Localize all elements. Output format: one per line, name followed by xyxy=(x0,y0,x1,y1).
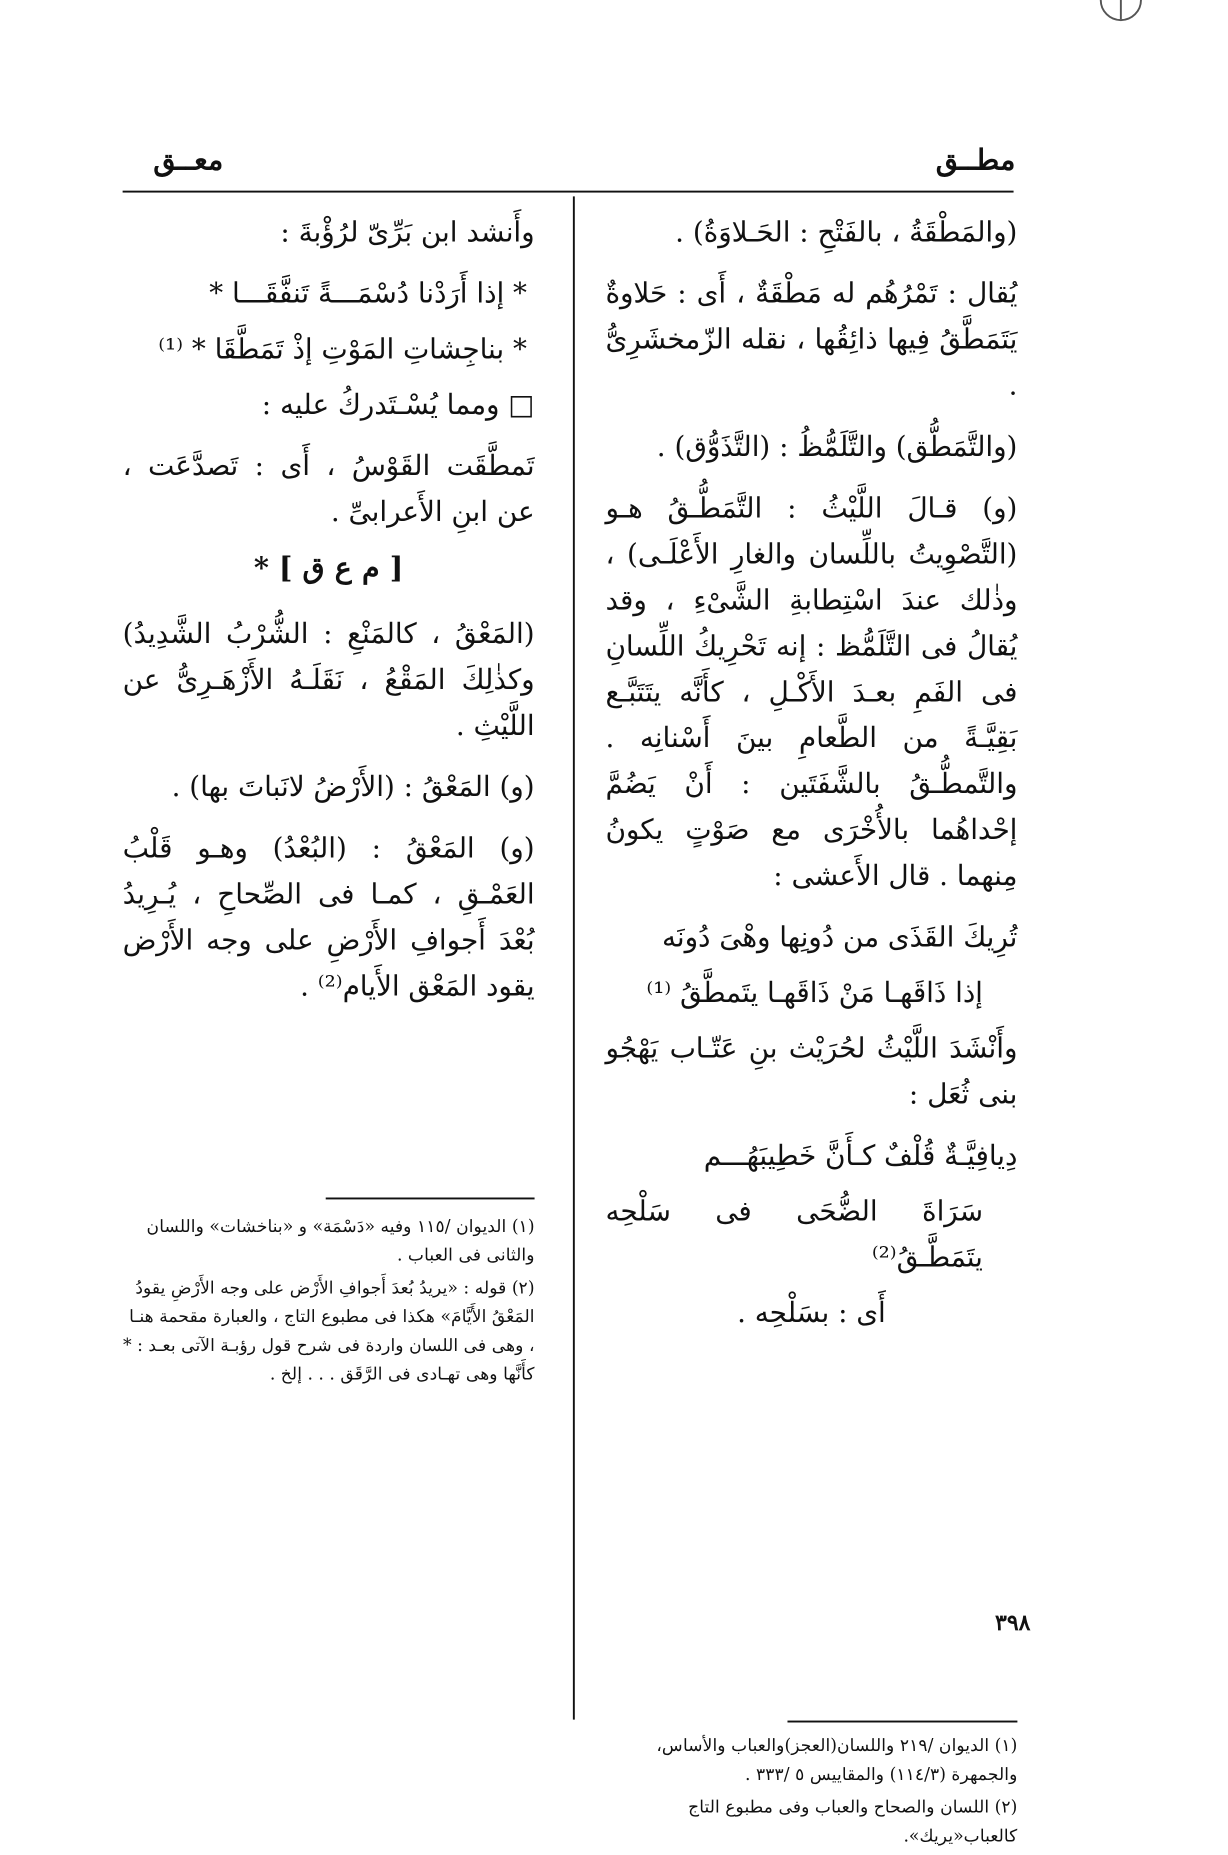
verse-line: * إذا أَرَدْنا دُسْمَـــةً تَنفَّقَـــا * xyxy=(209,276,527,310)
right-column xyxy=(605,209,1017,1351)
paragraph: يُقال : تَمْرُهُم له مَطْقَةٌ ، أَى : حَلاوةٌ يَتَمَطَّقُ فِيها ذائِقُها ، نقله الزّمخشَرِىُّ . xyxy=(605,276,1018,402)
footnote-rule-left xyxy=(326,1198,535,1200)
paragraph: (و) قـالَ اللَّيْثُ : التَّمَطُّـقُ هـو (التَّصْوِيتُ باللِّسان والغارِ الأَعْلَـى) ، وذٰلك عندَ اسْتِطابةِ الشَّىْءِ ، وقد يُقالُ فى التَّلَمُّظ : إنه تَحْرِيكُ اللِّسانِ فى الفَمِ بعـدَ الأَكْـلِ ، كأَنَّه يتَتَبَّـع بَقِيَّـةً من الطَّعامِ بينَ أَسْنانِه . والتَّمطُّـقُ بالشَّفَتَين : أَنْ يَضُمَّ إحْداهُما بالأُخْرَى مع صَوْتٍ يكونُ مِنهما . قال الأَعشى : xyxy=(605,491,1018,892)
paragraph: وأَنْشَدَ اللَّيْثُ لحُرَيْث بنِ عَتّـاب يَهْجُو بنى ثُعَل : xyxy=(605,1031,1018,1111)
footnotes-right xyxy=(605,1732,1017,1855)
footnotes-left xyxy=(123,1213,535,1393)
verse-line: دِيافِيَّـةٌ قُلْفٌ كـأَنَّ خَطِيبَهُـــم xyxy=(703,1139,1018,1172)
paragraph: (و) المَعْقُ : (الأَرْضُ لانَباتَ بها) . xyxy=(171,770,535,803)
verse-line: * بناجِشاتِ المَوْتِ إذْ تَمَطَّقَا * ⁽¹⁾ xyxy=(158,332,527,365)
footnote: (١) الديوان /١١٥ وفيه «دَسْمَة» و «بناخشات» واللسان والثانى فى العباب . xyxy=(146,1216,535,1266)
footnote: (٢) قوله : «يريدُ بُعدَ أَجوافِ الأَرْض على وجه الأَرْضِ يقودُ المَعْقُ الأَيَّامَ» هكذا فى مطبوع التاج ، والعبارة مقحمة هنـا ، وهى فى اللسان واردة فى شرح قول رؤبـة الآتى بعـد : * كأَنَّها وهى تهـادى فى الرَّقَق . . . إلخ . xyxy=(122,1277,535,1385)
paragraph: وأَنشد ابن بَرِّىّ لرُؤْبةَ : xyxy=(280,215,535,249)
page-number: ٣٩٨ xyxy=(995,1610,1031,1636)
paragraph: أَى : بسَلْحِه . xyxy=(737,1296,886,1329)
running-head-right: مطــق xyxy=(935,143,1016,178)
left-column xyxy=(123,209,535,1024)
mustadrak-line: □ ومما يُسْـتَدركُ عليه : xyxy=(261,387,535,421)
verse-line: تُرِيكَ القَذَى من دُونِها وهْىَ دُونَه xyxy=(662,920,1018,954)
scan-corner-mark xyxy=(1100,0,1142,21)
header-rule xyxy=(123,191,1014,193)
paragraph: تَمطَّقَت القَوْسُ ، أَى : تَصدَّعَت ، عن ابنِ الأَعرابىِّ . xyxy=(122,449,535,528)
running-head-left: معــق xyxy=(153,143,224,178)
paragraph: (والمَطْقَةُ ، بالفَتْحِ : الحَـلاوَةُ) . xyxy=(675,215,1018,249)
entry-heading: [ م ع ق ] * xyxy=(253,551,404,586)
verse-line: سَرَاةَ الضُّحَى فى سَلْحِه يتَمَطَّـقُ⁽²⁾ xyxy=(605,1194,983,1274)
verse-line: إذا ذَاقَهـا مَنْ ذَاقَهـا يتَمطَّقُ ⁽¹⁾ xyxy=(646,976,983,1009)
paragraph: (والتَّمَطُّق) والتَّلَمُّظُ : (التَّذَوُّق) . xyxy=(656,430,1018,463)
paragraph: (المَعْقُ ، كالمَنْعِ : الشُّرْبُ الشَّدِيدُ) وكذٰلِكَ المَقْعُ ، نَقَلَـهُ الأَزْهَـرِىُّ عن اللَّيْثِ . xyxy=(122,616,535,742)
footnote: (١) الديوان /٢١٩ واللسان(العجز)والعباب والأساس، والجمهرة (١١٤/٣) والمقاييس ٥ /٣٣٣ . xyxy=(656,1735,1018,1785)
paragraph: (و) المَعْقُ : (البُعْدُ) وهـو قَلْبُ العَمْـقِ ، كمـا فى الصِّحاحِ ، يُـرِيدُ بُعْدَ أَجوافِ الأَرْضِ على وجه الأَرْض يقود المَعْق الأَيام⁽²⁾ . xyxy=(122,831,535,1003)
column-divider xyxy=(573,196,575,1719)
footnote: (٢) اللسان والصحاح والعباب وفى مطبوع التاج كالعباب«يريك». xyxy=(688,1797,1018,1847)
